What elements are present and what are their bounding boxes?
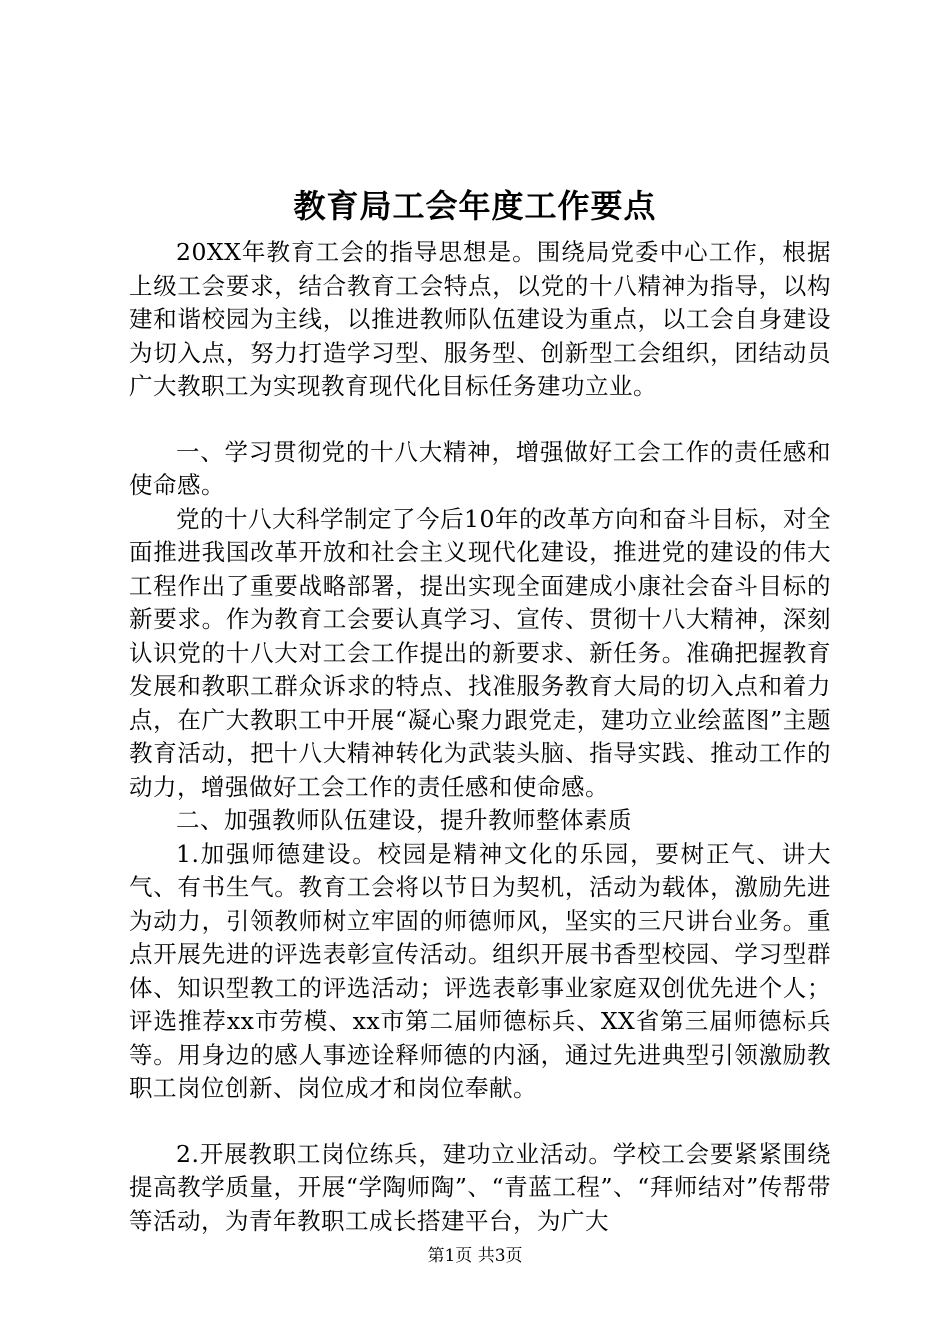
paragraph-eighteenth-congress: 党的十八大科学制定了今后10年的改革方向和奋斗目标，对全面推进我国改革开放和社会主义现代化建设，推进党的建设的伟大工程作出了重要战略部署，提出实现全面建成小康社会奋斗目标的新要求。作为教育工会要认真学习、宣传、贯彻十八大精神，深刻认识党的十八大对工会工作提出的新要求、新任务。准确把握教育发展和教职工群众诉求的特点、找准服务教育大局的切入点和着力点，在广大教职工中开展“凝心聚力跟党走，建功立业绘蓝图”主题教育活动，把十八大精神转化为武装头脑、指导实践、推动工作的动力，增强做好工会工作的责任感和使命感。: [129, 504, 831, 801]
paragraph-spacer: [129, 404, 831, 436]
section-heading-2: 二、加强教师队伍建设，提升教师整体素质: [176, 806, 632, 834]
document-title: 教育局工会年度工作要点: [293, 187, 657, 225]
paragraph-skill-training: 2.开展教职工岗位练兵，建功立业活动。学校工会要紧紧围绕提高教学质量，开展“学陶师陶”、“青蓝工程”、“拜师结对”传帮带等活动，为青年教职工成长搭建平台，为广大: [129, 1139, 831, 1235]
page-footer: 第1页 共3页: [427, 1246, 523, 1266]
section-heading-1: 一、学习贯彻党的十八大精神，增强做好工会工作的责任感和使命感。: [129, 437, 831, 499]
paragraph-teacher-ethics: 1.加强师德建设。校园是精神文化的乐园，要树正气、讲大气、有书生气。教育工会将以节日为契机，活动为载体，激励先进为动力，引领教师树立牢固的师德师风，坚实的三尺讲台业务。重点开展先进的评选表彰宣传活动。组织开展书香型校园、学习型群体、知识型教工的评选活动；评选表彰事业家庭双创优先进个人；评选推荐xx市劳模、xx市第二届师德标兵、XX省第三届师德标兵等。用身边的感人事迹诠释师德的内涵，通过先进典型引领激励教职工岗位创新、岗位成才和岗位奉献。: [129, 839, 831, 1102]
paragraph-spacer: [129, 1106, 831, 1138]
paragraph-guiding-ideology: 20XX年教育工会的指导思想是。围绕局党委中心工作，根据上级工会要求，结合教育工会特点，以党的十八精神为指导，以构建和谐校园为主线，以推进教师队伍建设为重点，以工会自身建设为切入点，努力打造学习型、服务型、创新型工会组织，团结动员广大教职工为实现教育现代化目标任务建功立业。: [129, 238, 831, 400]
document-body: [129, 236, 831, 1238]
